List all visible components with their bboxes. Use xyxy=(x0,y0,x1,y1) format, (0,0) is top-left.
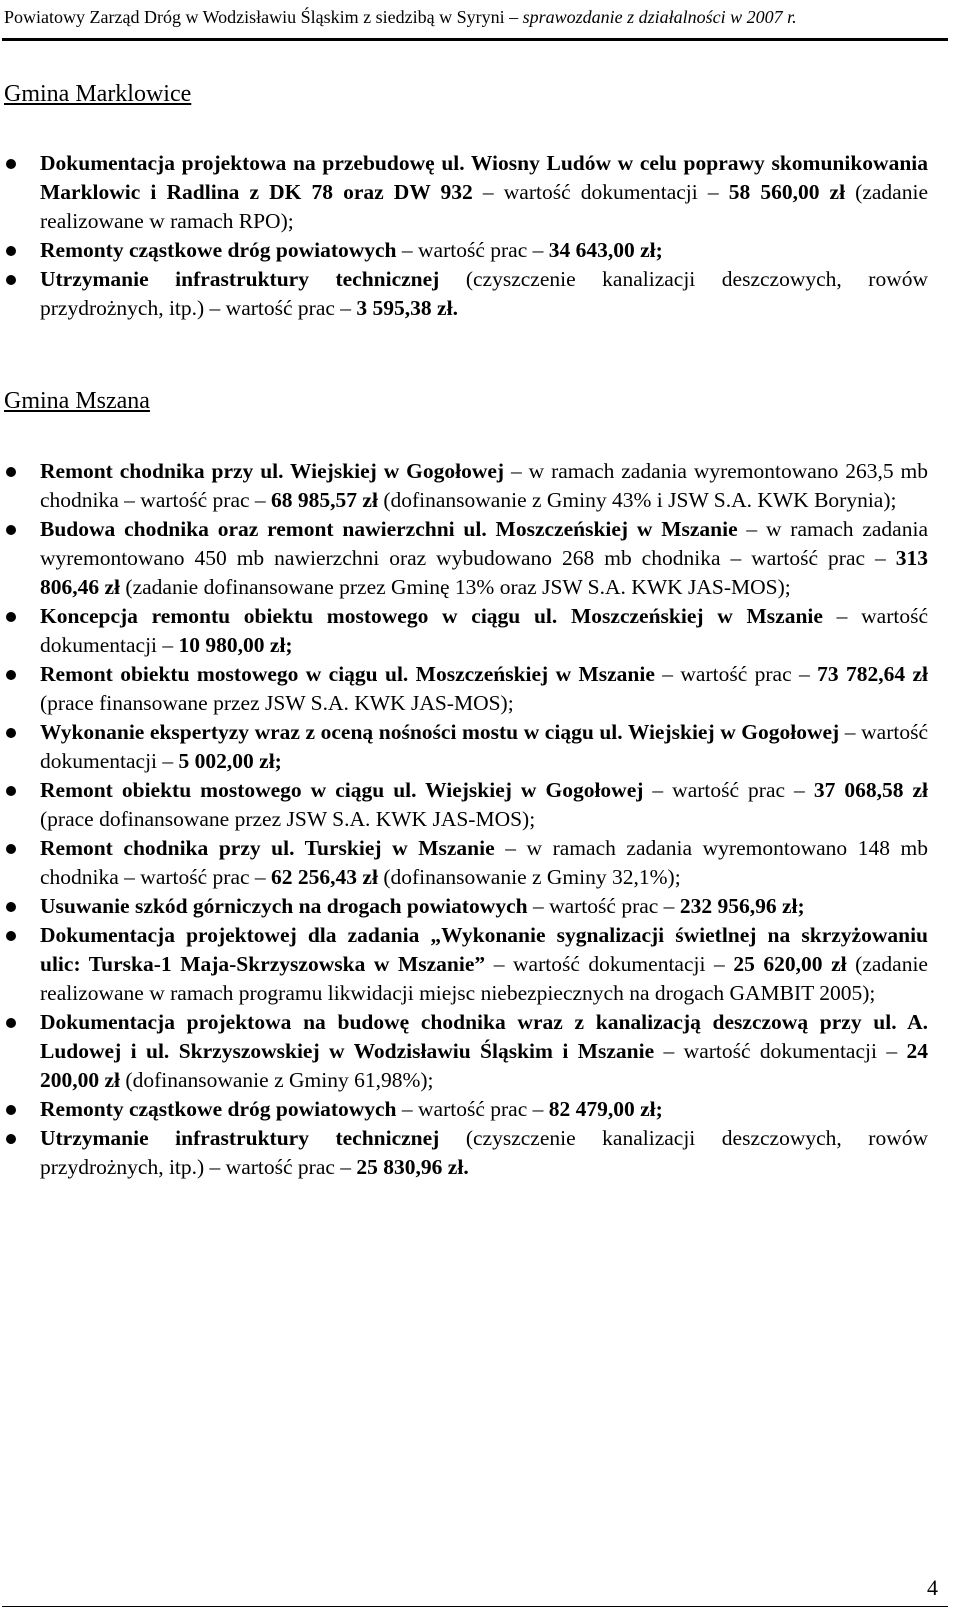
bullet-icon xyxy=(6,844,16,854)
bullet-icon xyxy=(6,246,16,256)
bullet-icon xyxy=(6,159,16,169)
bullet-icon xyxy=(6,525,16,535)
list-item xyxy=(0,602,928,660)
item-detail: – wartość dokumentacji – xyxy=(40,720,928,773)
footer-divider xyxy=(2,1606,948,1607)
item-note: (zadanie realizowane w ramach programu likwidacji miejsc niebezpiecznych na drogach GAMBIT 2005); xyxy=(40,952,928,1005)
item-detail: – wartość prac – xyxy=(643,778,814,802)
item-detail: – w ramach zadania wyremontowano 263,5 mb chodnika – wartość prac – xyxy=(40,459,928,512)
item-amount: 313 806,46 zł xyxy=(40,546,928,599)
header-document-title: sprawozdanie z działalności w 2007 r. xyxy=(522,7,797,27)
item-subject: Remonty cząstkowe dróg powiatowych xyxy=(40,238,397,262)
item-amount: 68 985,57 zł xyxy=(271,488,378,512)
item-amount: 37 068,58 zł xyxy=(813,778,928,802)
item-subject: Remont obiektu mostowego w ciągu ul. Wiejskiej w Gogołowej xyxy=(40,778,644,802)
item-amount: 5 002,00 zł; xyxy=(178,749,282,773)
item-detail: (czyszczenie kanalizacji deszczowych, rowów przydrożnych, itp.) – wartość prac – xyxy=(40,1126,928,1179)
bullet-icon xyxy=(6,1018,16,1028)
item-note: (dofinansowanie z Gminy 61,98%); xyxy=(120,1068,434,1092)
item-amount: 34 643,00 zł; xyxy=(548,238,663,262)
bullet-icon xyxy=(6,275,16,285)
item-amount: 3 595,38 zł. xyxy=(356,296,458,320)
item-amount: 24 200,00 zł xyxy=(40,1039,928,1092)
page-number: 4 xyxy=(927,1575,938,1600)
list-item xyxy=(0,1008,928,1095)
item-subject: Utrzymanie infrastruktury technicznej xyxy=(40,1126,440,1150)
item-subject: Dokumentacja projektowej dla zadania „Wykonanie sygnalizacji świetlnej na skrzyżowaniu ulic: Turska-1 Maja-Skrzyszowska w Mszanie” xyxy=(40,923,928,976)
bullet-icon xyxy=(6,902,16,912)
item-subject: Usuwanie szkód górniczych na drogach powiatowych xyxy=(40,894,528,918)
list-item xyxy=(0,515,928,602)
section-list-marklowice xyxy=(0,149,928,323)
item-detail: – wartość dokumentacji – xyxy=(654,1039,907,1063)
item-detail: – wartość dokumentacji – xyxy=(485,952,734,976)
item-amount: 232 956,96 zł; xyxy=(679,894,805,918)
bullet-icon xyxy=(6,728,16,738)
bullet-icon xyxy=(6,467,16,477)
item-detail: – wartość dokumentacji – xyxy=(472,180,729,204)
section-heading-marklowice: Gmina Marklowice xyxy=(4,81,192,107)
item-note: (zadanie realizowane w ramach RPO); xyxy=(40,180,928,233)
header-organization: Powiatowy Zarząd Dróg w Wodzisławiu Śląskim z siedzibą w Syryni – xyxy=(4,7,523,27)
item-subject: Remonty cząstkowe dróg powiatowych xyxy=(40,1097,397,1121)
list-item xyxy=(0,718,928,776)
list-item xyxy=(0,149,928,236)
item-subject: Wykonanie ekspertyzy wraz z oceną nośności mostu w ciągu ul. Wiejskiej w Gogołowej xyxy=(40,720,840,744)
item-detail: (czyszczenie kanalizacji deszczowych, rowów przydrożnych, itp.) – wartość prac – xyxy=(40,267,928,320)
item-subject: Utrzymanie infrastruktury technicznej xyxy=(40,267,440,291)
item-subject: Dokumentacja projektowa na budowę chodnika wraz z kanalizacją deszczową przy ul. A. Ludowej i ul. Skrzyszowskiej w Wodzisławiu Śląskim i Mszanie xyxy=(40,1010,928,1063)
item-amount: 73 782,64 zł xyxy=(817,662,928,686)
item-note: (prace dofinansowane przez JSW S.A. KWK JAS-MOS); xyxy=(40,807,536,831)
section-heading-mszana: Gmina Mszana xyxy=(4,388,150,414)
item-subject: Koncepcja remontu obiektu mostowego w ciągu ul. Moszczeńskiej w Mszanie xyxy=(40,604,823,628)
item-subject: Remont obiektu mostowego w ciągu ul. Moszczeńskiej w Mszanie xyxy=(40,662,655,686)
item-detail: – wartość dokumentacji – xyxy=(40,604,928,657)
bullet-icon xyxy=(6,1105,16,1115)
bullet-icon xyxy=(6,670,16,680)
bullet-icon xyxy=(6,931,16,941)
item-amount: 58 560,00 zł xyxy=(728,180,846,204)
bullet-icon xyxy=(6,786,16,796)
list-item xyxy=(0,776,928,834)
section-list-mszana xyxy=(0,457,928,1182)
running-header xyxy=(4,6,948,28)
list-item xyxy=(0,1095,928,1124)
item-note: (dofinansowanie z Gminy 43% i JSW S.A. KWK Borynia); xyxy=(377,488,897,512)
item-note: (prace finansowane przez JSW S.A. KWK JAS-MOS); xyxy=(40,691,514,715)
item-detail: – wartość prac – xyxy=(654,662,818,686)
item-detail: – wartość prac – xyxy=(527,894,680,918)
item-subject: Dokumentacja projektowa na przebudowę ul. Wiosny Ludów w celu poprawy skomunikowania Marklowic i Radlina z DK 78 oraz DW 932 xyxy=(40,151,928,204)
item-detail: – w ramach zadania wyremontowano 148 mb chodnika – wartość prac – xyxy=(40,836,928,889)
list-item xyxy=(0,892,928,921)
list-item xyxy=(0,660,928,718)
item-amount: 25 830,96 zł. xyxy=(356,1155,469,1179)
item-note: (dofinansowanie z Gminy 32,1%); xyxy=(377,865,681,889)
item-detail: – w ramach zadania wyremontowano 450 mb nawierzchni oraz wybudowano 268 mb chodnika – wartość prac – xyxy=(40,517,928,570)
item-amount: 62 256,43 zł xyxy=(271,865,378,889)
header-divider xyxy=(2,38,948,41)
item-amount: 82 479,00 zł; xyxy=(548,1097,663,1121)
list-item xyxy=(0,265,928,323)
item-amount: 25 620,00 zł xyxy=(733,952,847,976)
item-detail: – wartość prac – xyxy=(396,238,549,262)
bullet-icon xyxy=(6,612,16,622)
item-subject: Remont chodnika przy ul. Wiejskiej w Gogołowej xyxy=(40,459,505,483)
list-item xyxy=(0,457,928,515)
list-item xyxy=(0,1124,928,1182)
list-item xyxy=(0,834,928,892)
item-detail: – wartość prac – xyxy=(396,1097,549,1121)
item-subject: Budowa chodnika oraz remont nawierzchni ul. Moszczeńskiej w Mszanie xyxy=(40,517,738,541)
list-item xyxy=(0,236,928,265)
item-note: (zadanie dofinansowane przez Gminę 13% oraz JSW S.A. KWK JAS-MOS); xyxy=(120,575,791,599)
bullet-icon xyxy=(6,1134,16,1144)
list-item xyxy=(0,921,928,1008)
item-amount: 10 980,00 zł; xyxy=(178,633,293,657)
item-subject: Remont chodnika przy ul. Turskiej w Mszanie xyxy=(40,836,495,860)
